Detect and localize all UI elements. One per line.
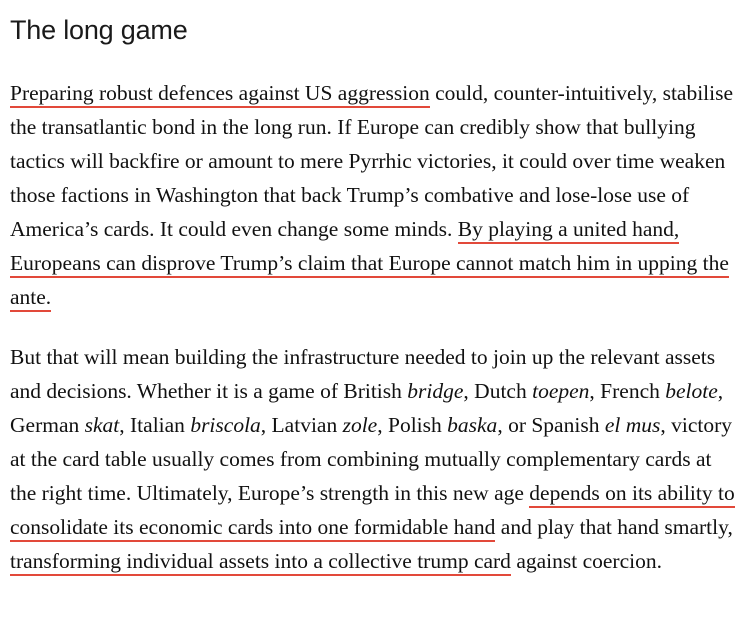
paragraph-2-text-10: and play that hand smartly, (495, 515, 733, 540)
highlighted-phrase-4: transforming individual assets into a collective trump card (10, 549, 511, 576)
highlighted-phrase-3: depends on its ability to consolidate its economic cards into one formidable hand (10, 481, 735, 542)
game-name-zole: zole (342, 413, 378, 438)
paragraph-2 (10, 340, 736, 578)
game-name-briscola: briscola (190, 413, 261, 438)
game-name-belote: belote (665, 379, 718, 404)
paragraph-1-text: could, counter-intuitively, stabilise the transatlantic bond in the long run. If Europe can credibly show that bullying tactics will backfire or amount to mere Pyrrhic victories, it could over time weaken those factions in Washington that back Trump’s combative and lose-lose use of America’s cards. It could even change some minds. (10, 81, 734, 242)
game-name-baska: baska (447, 413, 498, 438)
paragraph-1 (10, 76, 736, 314)
paragraph-2-text-4: , German (10, 379, 724, 438)
paragraph-2-text-5: , Italian (119, 413, 191, 438)
paragraph-2-text-2: , Dutch (463, 379, 533, 404)
game-name-skat: skat (84, 413, 120, 438)
paragraph-2-text-6: , Latvian (260, 413, 343, 438)
paragraph-2-text-9: , victory at the card table usually comes from combining mutually complementary cards at the right time. Ultimately, Europe’s strength in this new age (10, 413, 733, 506)
paragraph-2-text-3: , French (589, 379, 666, 404)
paragraph-2-text-11: against coercion. (510, 549, 662, 574)
game-name-el-mus: el mus (604, 413, 661, 438)
highlighted-phrase-2: By playing a united hand, Europeans can disprove Trump’s claim that Europe cannot match him in upping the ante. (10, 217, 729, 312)
highlighted-phrase-1: Preparing robust defences against US aggression (10, 81, 430, 108)
paragraph-2-text-8: , or Spanish (497, 413, 605, 438)
paragraph-2-text-1: But that will mean building the infrastructure needed to join up the relevant assets and decisions. Whether it is a game of British (10, 345, 716, 404)
game-name-toepen: toepen (532, 379, 590, 404)
paragraph-2-text-7: , Polish (377, 413, 448, 438)
game-name-bridge: bridge (407, 379, 464, 404)
page-title: The long game (10, 15, 188, 45)
